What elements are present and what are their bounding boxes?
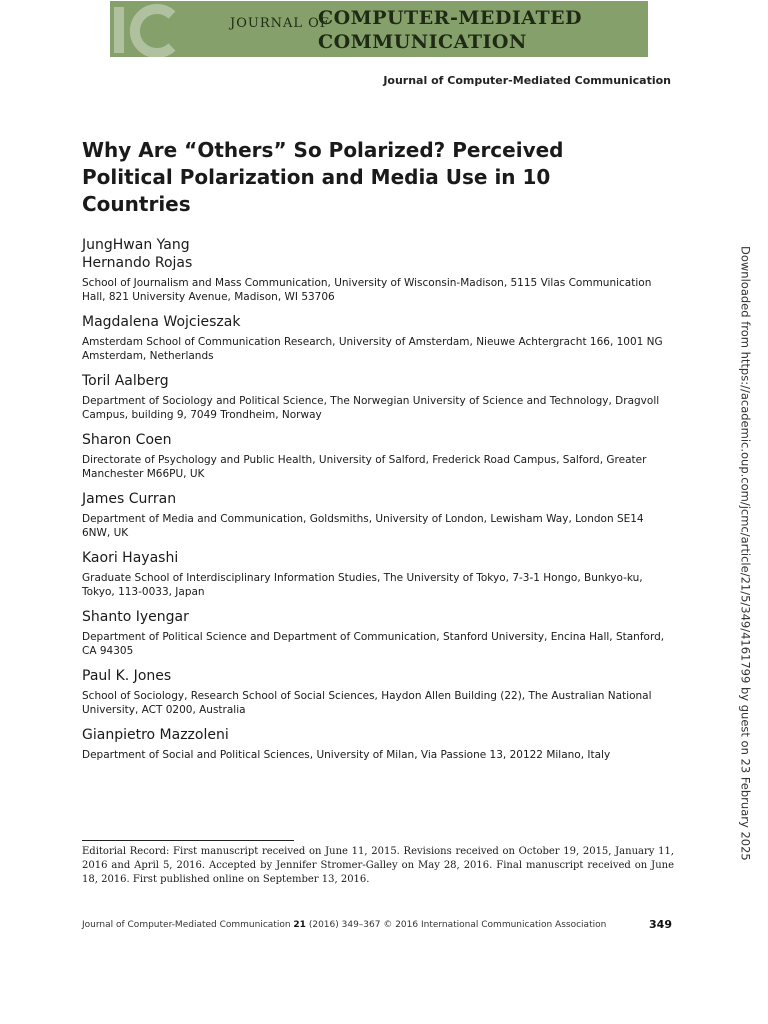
author-name: James Curran (82, 491, 177, 507)
author-block (82, 667, 672, 717)
author-affiliation: Department of Political Science and Department of Communication, Stanford University, Encina Hall, Stanford, CA 94305 (82, 631, 665, 657)
download-notice: Downloaded from https://academic.oup.com/jcmc/article/21/5/349/4161799 by guest on 23 February 2025 (738, 246, 753, 861)
author-name: Gianpietro Mazzoleni (82, 727, 229, 743)
footer-journal: Journal of Computer-Mediated Communication (82, 920, 291, 930)
author-name: Magdalena Wojcieszak (82, 314, 241, 330)
author-name: Kaori Hayashi (82, 550, 179, 566)
author-block (82, 549, 672, 599)
footnote-rule (82, 840, 294, 841)
author-list (82, 236, 672, 771)
banner-title-line1: COMPUTER-MEDIATED (318, 7, 583, 29)
journal-banner (110, 1, 648, 57)
author-affiliation: School of Sociology, Research School of Social Sciences, Haydon Allen Building (22), The Australian National University, ACT 0200, Australia (82, 690, 652, 716)
author-name: JungHwan Yang (82, 237, 190, 253)
author-name: Shanto Iyengar (82, 609, 189, 625)
author-name: Paul K. Jones (82, 668, 172, 684)
running-head: Journal of Computer-Mediated Communication (383, 74, 671, 87)
editorial-record: Editorial Record: First manuscript received on June 11, 2015. Revisions received on October 19, 2015, January 11, 2016 and April 5, 2016. Accepted by Jennifer Stromer-Galley on May 28, 2016. Final manuscript received on June 18, 2016. First published online on September 13, 2016. (82, 846, 674, 885)
banner-journal-of: JOURNAL OF (230, 16, 330, 31)
author-affiliation: Department of Media and Communication, Goldsmiths, University of London, Lewisham Way, London SE14 6NW, UK (82, 513, 644, 539)
footer-citation (82, 920, 606, 930)
author-block (82, 431, 672, 481)
author-block (82, 726, 672, 762)
article-title: Why Are “Others” So Polarized? Perceived Political Polarization and Media Use in 10 Countries (82, 138, 564, 216)
author-affiliation: Directorate of Psychology and Public Health, University of Salford, Frederick Road Campus, Salford, Greater Manchester M66PU, UK (82, 454, 647, 480)
author-block (82, 313, 672, 363)
author-affiliation: Amsterdam School of Communication Research, University of Amsterdam, Nieuwe Achtergracht 166, 1001 NG Amsterdam, Netherlands (82, 336, 663, 362)
banner-title-line2: COMMUNICATION (318, 31, 527, 53)
footer-volume: 21 (293, 920, 306, 930)
page-footer (82, 918, 672, 934)
author-affiliation: Department of Social and Political Sciences, University of Milan, Via Passione 13, 20122 Milano, Italy (82, 749, 611, 761)
author-block (82, 236, 672, 304)
page-number: 349 (649, 918, 672, 931)
footer-rest: (2016) 349–367 © 2016 International Communication Association (308, 920, 607, 930)
author-name: Hernando Rojas (82, 255, 193, 271)
author-name: Sharon Coen (82, 432, 172, 448)
author-affiliation: School of Journalism and Mass Communication, University of Wisconsin-Madison, 5115 Vilas Communication Hall, 821 University Avenue, Madison, WI 53706 (82, 277, 652, 303)
journal-logo-icon (110, 1, 178, 57)
author-block (82, 608, 672, 658)
author-block (82, 372, 672, 422)
author-block (82, 490, 672, 540)
author-name: Toril Aalberg (82, 373, 169, 389)
author-affiliation: Graduate School of Interdisciplinary Information Studies, The University of Tokyo, 7-3-1 Hongo, Bunkyo-ku, Tokyo, 113-0033, Japan (82, 572, 643, 598)
author-affiliation: Department of Sociology and Political Science, The Norwegian University of Science and Technology, Dragvoll Campus, building 9, 7049 Trondheim, Norway (82, 395, 660, 421)
